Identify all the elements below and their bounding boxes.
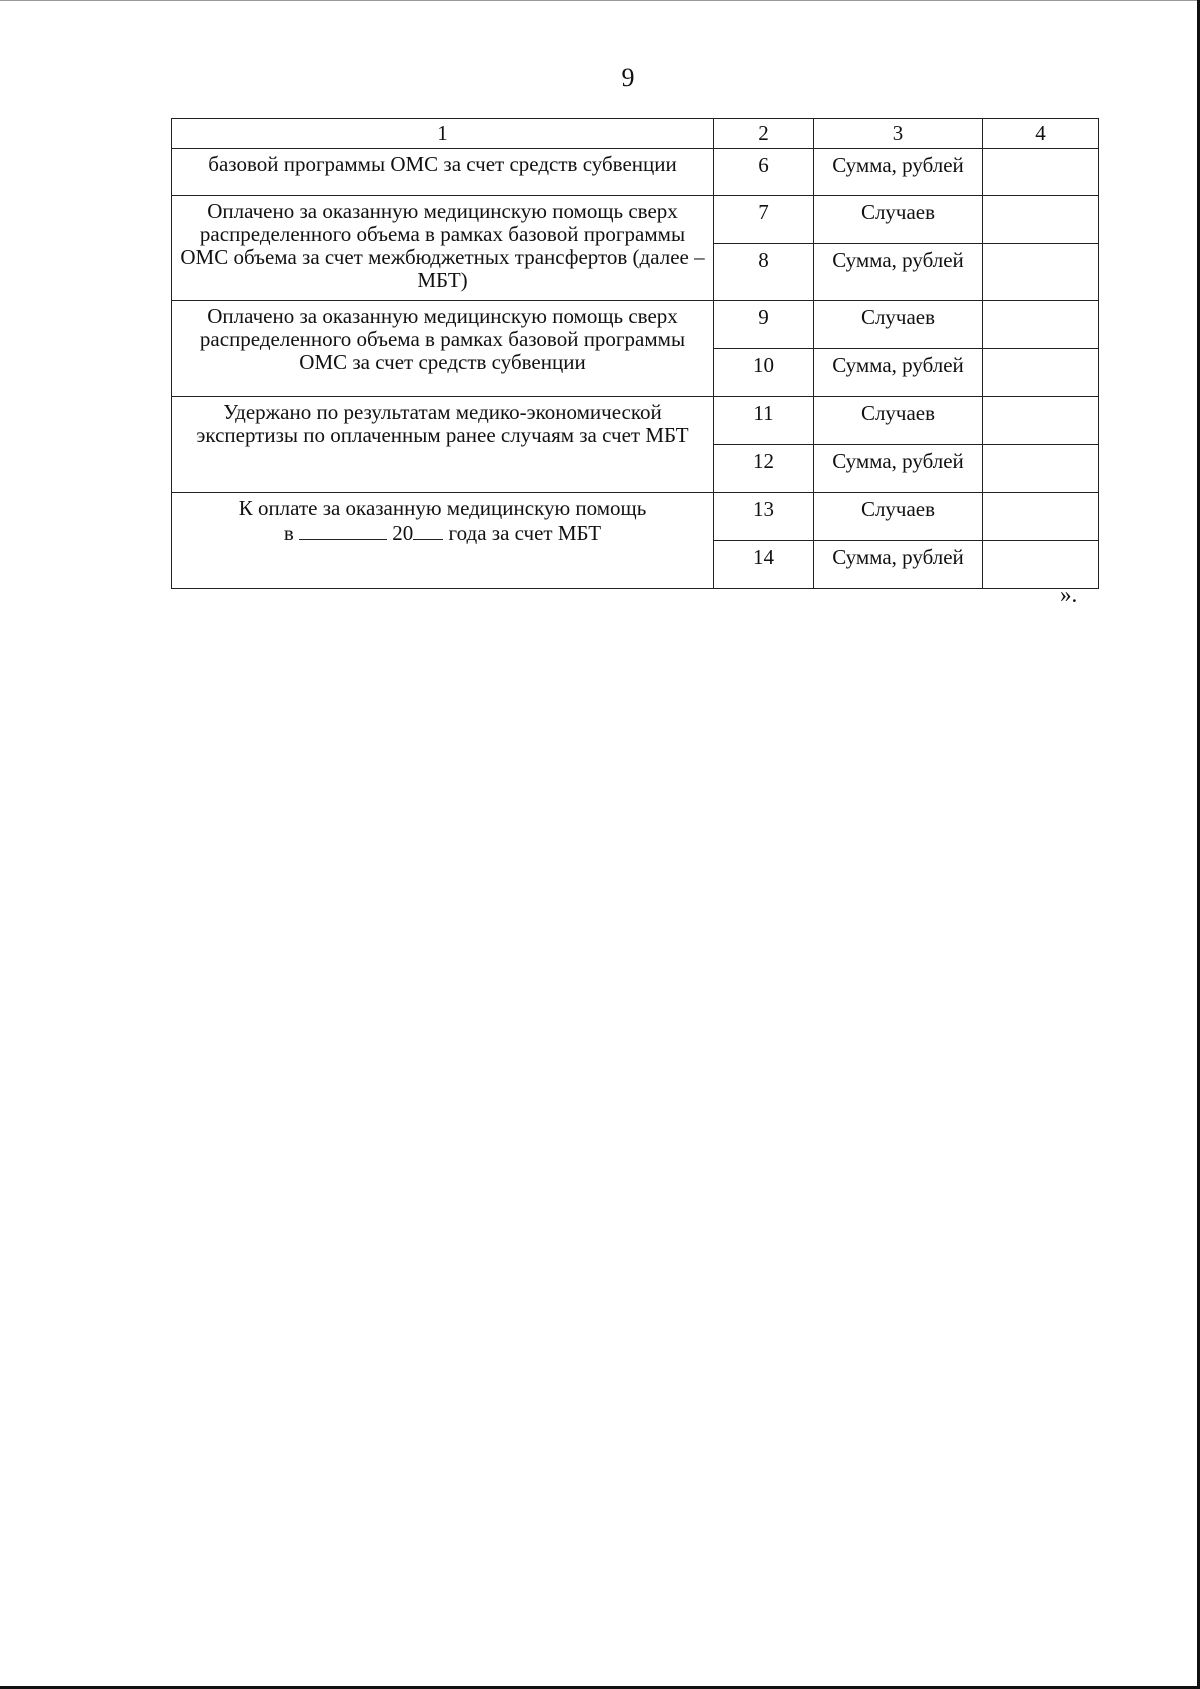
row-number: 8 <box>714 244 814 301</box>
scan-top-edge <box>0 0 1200 1</box>
row-label: Удержано по результатам медико-экономической экспертизы по оплаченным ранее случаям за счет МБТ <box>172 397 714 493</box>
column-header: 1 <box>172 119 714 149</box>
row-number: 6 <box>714 149 814 196</box>
row-label-year-prefix: 20 <box>392 521 414 545</box>
row-label: базовой программы ОМС за счет средств субвенции <box>172 149 714 196</box>
row-unit: Случаев <box>814 301 983 349</box>
row-label-prefix: в <box>283 521 294 545</box>
closing-quote: ». <box>1060 582 1078 607</box>
row-unit: Сумма, рублей <box>814 349 983 397</box>
row-label <box>172 493 714 589</box>
row-number: 9 <box>714 301 814 349</box>
column-header: 4 <box>983 119 1099 149</box>
year-blank[interactable] <box>413 520 443 540</box>
row-number: 14 <box>714 541 814 589</box>
table-row <box>172 149 1099 196</box>
row-number: 11 <box>714 397 814 445</box>
page-number: 9 <box>621 63 635 92</box>
value-cell[interactable] <box>983 196 1099 244</box>
value-cell[interactable] <box>983 301 1099 349</box>
row-label: Оплачено за оказанную медицинскую помощь сверх распределенного объема в рамках базовой программы ОМС объема за счет межбюджетных трансфертов (далее – МБТ) <box>172 196 714 301</box>
row-unit: Сумма, рублей <box>814 541 983 589</box>
row-unit: Случаев <box>814 493 983 541</box>
row-unit: Сумма, рублей <box>814 445 983 493</box>
row-number: 12 <box>714 445 814 493</box>
month-blank[interactable] <box>299 520 387 540</box>
row-label-suffix: года за счет МБТ <box>448 521 602 545</box>
table-row <box>172 493 1099 541</box>
row-unit: Сумма, рублей <box>814 149 983 196</box>
row-label: Оплачено за оказанную медицинскую помощь сверх распределенного объема в рамках базовой программы ОМС за счет средств субвенции <box>172 301 714 397</box>
value-cell[interactable] <box>983 541 1099 589</box>
value-cell[interactable] <box>983 244 1099 301</box>
value-cell[interactable] <box>983 349 1099 397</box>
table-row <box>172 196 1099 244</box>
row-number: 13 <box>714 493 814 541</box>
value-cell[interactable] <box>983 445 1099 493</box>
row-number: 10 <box>714 349 814 397</box>
table-row <box>172 301 1099 349</box>
table-row <box>172 397 1099 445</box>
row-unit: Сумма, рублей <box>814 244 983 301</box>
value-cell[interactable] <box>983 397 1099 445</box>
row-label-line: К оплате за оказанную медицинскую помощь <box>238 496 647 520</box>
column-header: 2 <box>714 119 814 149</box>
value-cell[interactable] <box>983 493 1099 541</box>
row-number: 7 <box>714 196 814 244</box>
report-table <box>171 118 1099 589</box>
row-unit: Случаев <box>814 196 983 244</box>
value-cell[interactable] <box>983 149 1099 196</box>
row-unit: Случаев <box>814 397 983 445</box>
column-header: 3 <box>814 119 983 149</box>
table-header-row <box>172 119 1099 149</box>
